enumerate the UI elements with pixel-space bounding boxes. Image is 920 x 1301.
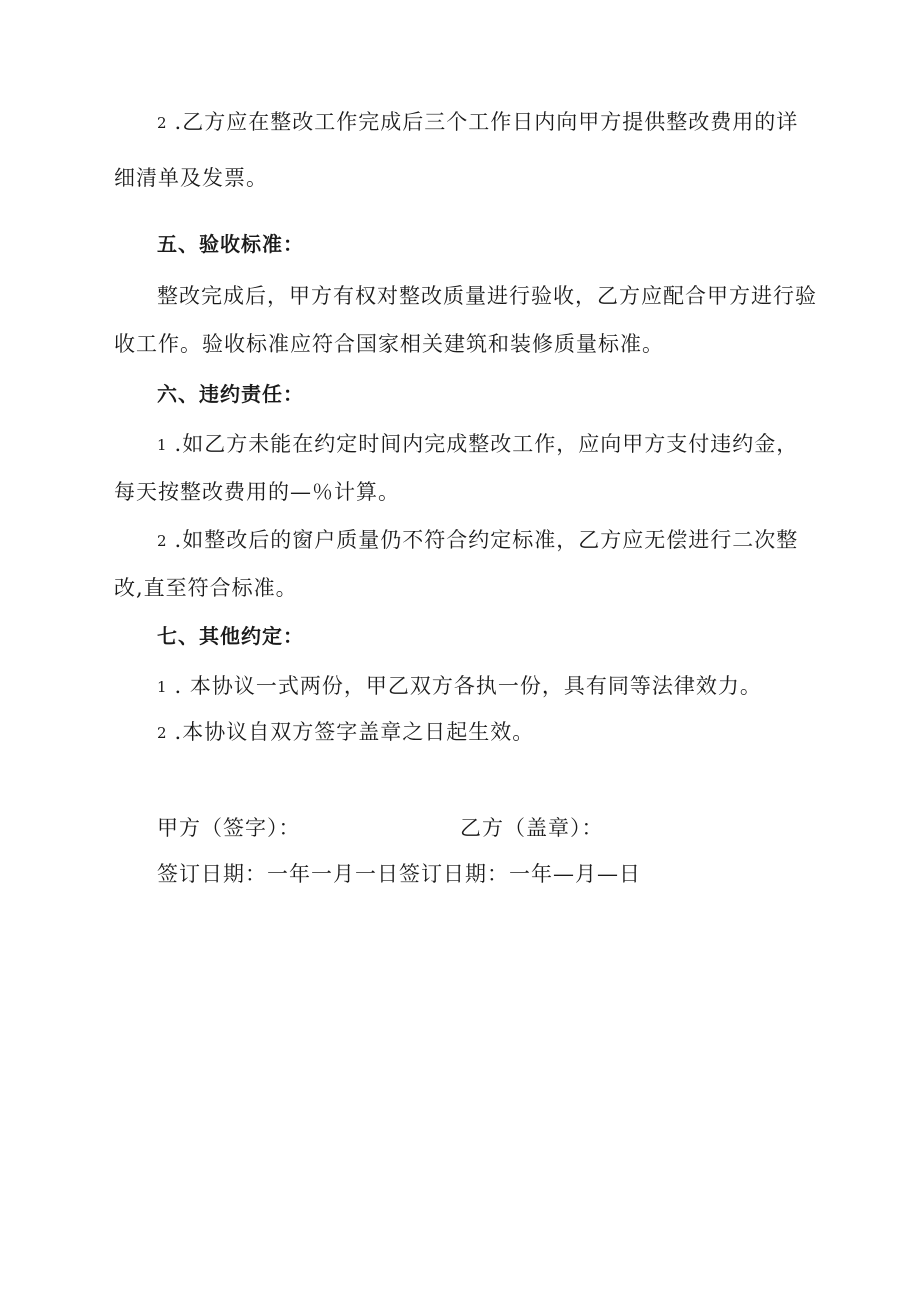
section7-item1 <box>157 672 762 701</box>
section6-item1-line2: 每天按整改费用的—％计算。 <box>114 480 400 504</box>
section6-heading: 六、违约责任： <box>157 382 304 406</box>
item-number: 1 <box>157 436 167 454</box>
item-text: .如整改后的窗户质量仍不符合约定标准，乙方应无偿进行二次整 <box>174 528 799 552</box>
section5-paragraph-line1: 整改完成后，甲方有权对整改质量进行验收，乙方应配合甲方进行验 <box>157 284 817 308</box>
item-text: .乙方应在整改工作完成后三个工作日内向甲方提供整改费用的详 <box>174 110 799 134</box>
signing-date-line: 签订日期：一年一月一日签订日期：一年—月—日 <box>157 862 641 886</box>
item-text: . 本协议一式两份，甲乙双方各执一份，具有同等法律效力。 <box>174 674 762 698</box>
section6-item2-line1 <box>157 526 798 555</box>
section6-item2-line2: 改,直至符合标准。 <box>114 576 298 600</box>
section4-item2-line2: 细清单及发票。 <box>114 166 268 190</box>
section5-paragraph-line2: 收工作。验收标准应符合国家相关建筑和装修质量标准。 <box>114 332 664 356</box>
party-a-signature-label: 甲方（签字）： <box>157 816 301 840</box>
item-number: 2 <box>157 724 167 742</box>
section4-item2-line1 <box>157 108 798 137</box>
section6-item1-line1 <box>157 430 798 459</box>
item-number: 2 <box>157 114 167 132</box>
section7-item2 <box>157 718 534 747</box>
item-text: .如乙方未能在约定时间内完成整改工作，应向甲方支付违约金， <box>174 432 799 456</box>
party-b-seal-label: 乙方（盖章）： <box>460 816 604 840</box>
item-text: .本协议自双方签字盖章之日起生效。 <box>174 720 535 744</box>
item-number: 2 <box>157 532 167 550</box>
section7-heading: 七、其他约定： <box>157 624 304 648</box>
item-number: 1 <box>157 678 167 696</box>
section5-heading: 五、验收标准： <box>157 232 304 256</box>
